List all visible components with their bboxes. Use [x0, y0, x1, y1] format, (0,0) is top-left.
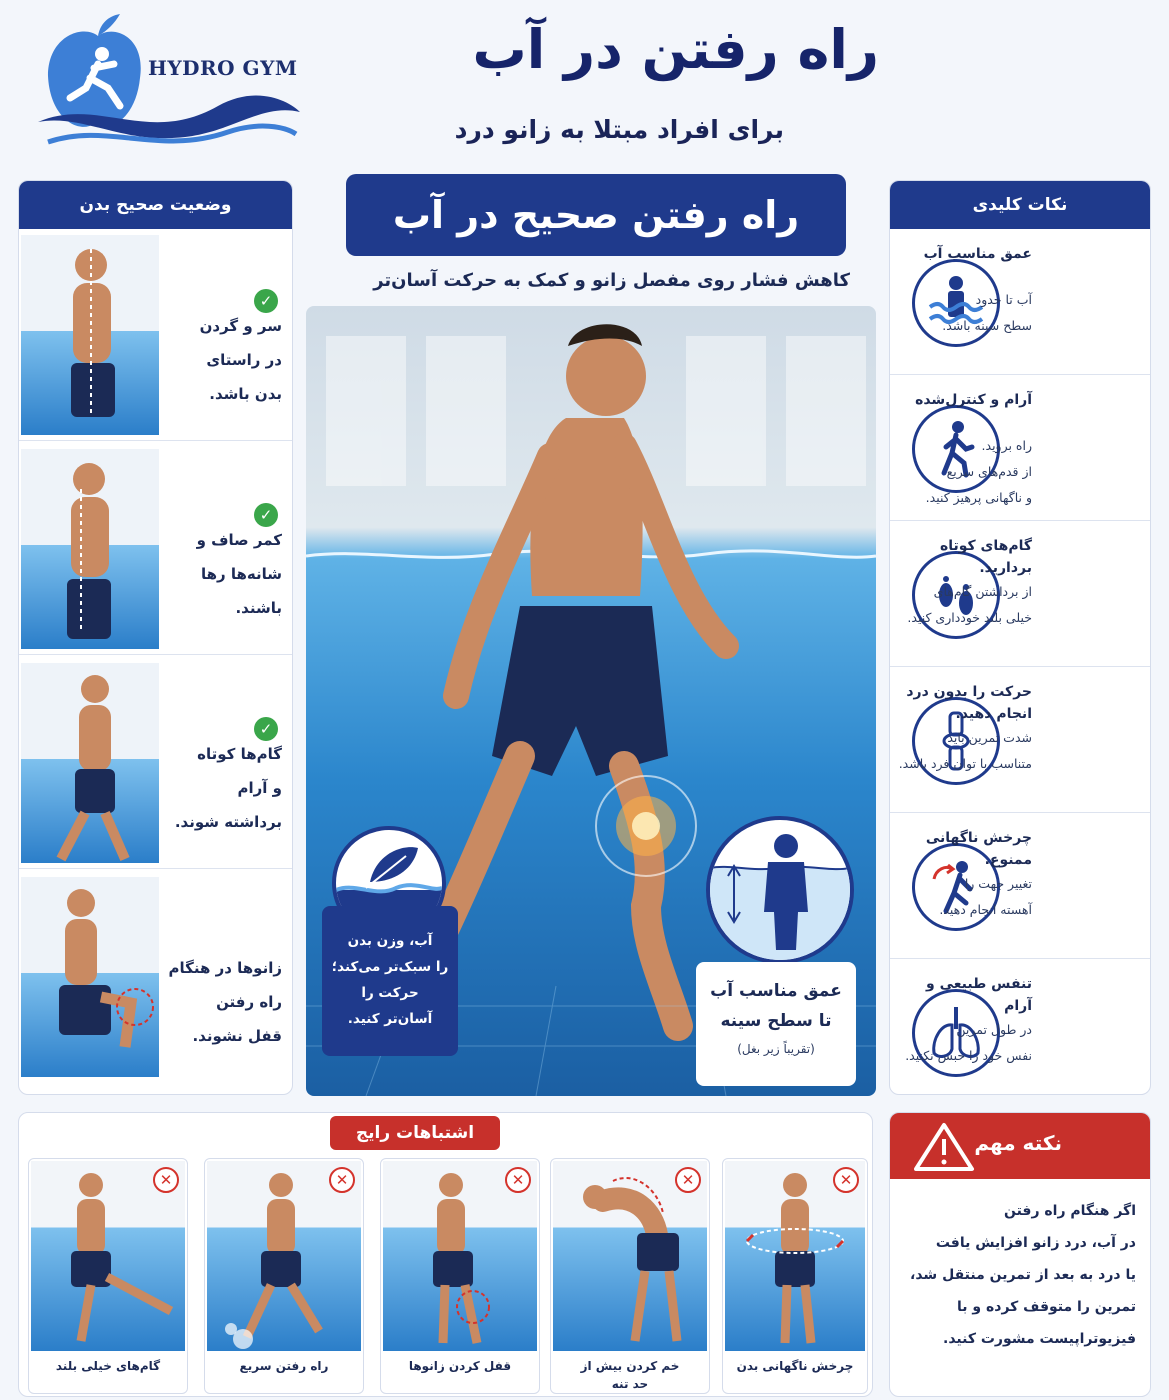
mistake-card: [204, 1158, 364, 1394]
tip-body: شدت تمرین باید متناسب با توان فرد باشد.: [898, 730, 1032, 771]
center-caption: کاهش فشار روی مفصل زانو و کمک به حرکت آسان‌تر: [373, 270, 850, 291]
depth-title: عمق مناسب آب تا سطح سینه: [710, 981, 842, 1031]
depth-note: (تقریباً زیر بغل): [737, 1042, 815, 1056]
page-title: راه رفتن در آب: [472, 18, 879, 81]
key-tips-panel: [889, 180, 1151, 1095]
hero-image: [306, 306, 876, 1096]
tip-title: گام‌های کوتاه بردارید.: [939, 538, 1032, 576]
depth-callout: [696, 962, 856, 1086]
tip-item: [890, 813, 1151, 959]
tip-title: عمق مناسب آب: [923, 246, 1032, 262]
tip-item: [890, 667, 1151, 813]
mistake-card: [380, 1158, 540, 1394]
apple-runner-icon: [28, 6, 308, 156]
posture-photo-head-neck: [21, 235, 159, 435]
tip-body: راه بروید. از قدم‌های سریع و ناگهانی پرهیز کنید.: [925, 438, 1032, 505]
brand-name: HYDRO GYM: [148, 56, 298, 80]
posture-card: [19, 443, 293, 655]
mistake-caption: گام‌های خیلی بلند: [55, 1359, 161, 1373]
mistake-card: [550, 1158, 710, 1394]
important-note-header: [890, 1113, 1151, 1179]
mistake-card: [28, 1158, 188, 1394]
mistake-caption: قفل کردن زانوها: [408, 1359, 512, 1373]
tip-item: [890, 375, 1151, 521]
posture-card: [19, 229, 293, 441]
posture-photo-short-steps: [21, 663, 159, 863]
common-mistakes-title: اشتباهات رایج: [330, 1116, 500, 1150]
chest-depth-icon: [706, 816, 854, 964]
mistake-card: [722, 1158, 868, 1394]
important-note-title: نکته مهم: [974, 1131, 1062, 1155]
posture-card: [19, 871, 293, 1083]
check-icon: ✓: [254, 289, 278, 313]
tip-body: آب تا حدود سطح سینه باشد.: [942, 292, 1032, 333]
mistake-caption: خم کردن بیش از حد تنه: [580, 1359, 680, 1391]
important-note-body: اگر هنگام راه رفتن در آب، درد زانو افزایش یافت یا درد به بعد از تمرین منتقل شد، تمرین را متوقف کرده و با فیزیوتراپیست مشورت کنید.: [910, 1203, 1136, 1347]
tip-item: [890, 229, 1151, 375]
check-icon: ✓: [254, 503, 278, 527]
error-icon: ✕: [833, 1167, 859, 1193]
tip-title: تنفس طبیعی و آرام: [926, 976, 1032, 1014]
posture-text: کمر صاف و شانه‌ها رها باشند.: [196, 531, 282, 617]
posture-text: گام‌ها کوتاه و آرام برداشته شوند.: [174, 745, 282, 831]
tip-item: [890, 521, 1151, 667]
tip-item: [890, 959, 1151, 1095]
tip-body: در طول تمرین نفس خود را حبس نکنید.: [905, 1022, 1032, 1063]
error-icon: ✕: [675, 1167, 701, 1193]
center-heading: راه رفتن صحیح در آب: [346, 174, 846, 256]
error-icon: ✕: [153, 1167, 179, 1193]
mistake-caption: راه رفتن سریع: [239, 1359, 329, 1373]
correct-posture-panel: [18, 180, 293, 1095]
tip-title: چرخش ناگهانی ممنوع.: [925, 830, 1032, 868]
correct-posture-title: وضعیت صحیح بدن: [19, 181, 292, 229]
warning-icon: [912, 1121, 976, 1173]
important-note-panel: [889, 1112, 1151, 1397]
buoyancy-note: آب، وزن بدن را سبک‌تر می‌کند؛ حرکت را آسان‌تر کنید.: [322, 906, 458, 1056]
tip-title: حرکت را بدون درد انجام دهید.: [906, 684, 1032, 722]
posture-photo-knees-unlocked: [21, 877, 159, 1077]
check-icon: ✓: [254, 717, 278, 741]
error-icon: ✕: [505, 1167, 531, 1193]
hydro-gym-logo: [28, 6, 308, 156]
posture-text: سر و گردن در راستای بدن باشد.: [199, 317, 282, 403]
posture-photo-straight-back: [21, 449, 159, 649]
page-subtitle: برای افراد مبتلا به زانو درد: [454, 115, 784, 144]
posture-card: [19, 657, 293, 869]
error-icon: ✕: [329, 1167, 355, 1193]
tip-title: آرام و کنترل‌شده: [915, 392, 1032, 408]
tip-body: از برداشتن گام‌های خیلی بلند خودداری کنید.: [907, 584, 1032, 625]
posture-text: زانوها در هنگام راه رفتن قفل نشوند.: [168, 959, 282, 1045]
mistake-caption: چرخش ناگهانی بدن: [736, 1359, 854, 1373]
tip-body: تغییر جهت را آهسته انجام دهید.: [939, 876, 1032, 917]
key-tips-title: نکات کلیدی: [890, 181, 1150, 229]
